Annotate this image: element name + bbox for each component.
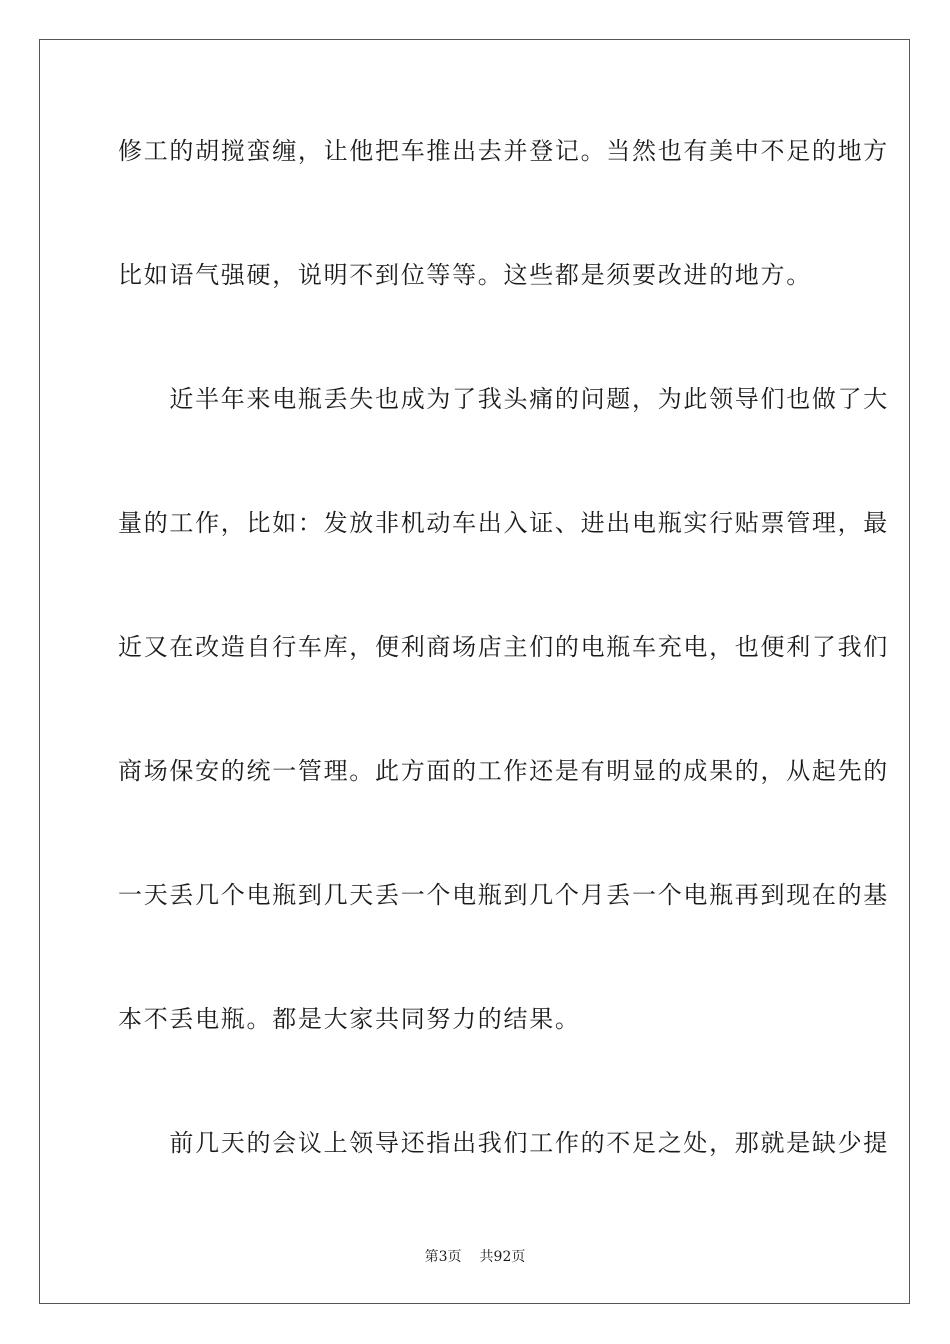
page-border [39, 39, 910, 1304]
text-line-1: 修工的胡搅蛮缠，让他把车推出去并登记。当然也有美中不足的地方 [118, 137, 889, 165]
text-line-3: 近半年来电瓶丢失也成为了我头痛的问题，为此领导们也做了大 [118, 385, 889, 413]
text-line-2: 比如语气强硬，说明不到位等等。这些都是须要改进的地方。 [118, 261, 812, 289]
page-number: 第3页 [424, 1249, 462, 1265]
page-footer [0, 1249, 950, 1265]
text-line-4: 量的工作，比如：发放非机动车出入证、进出电瓶实行贴票管理，最 [118, 509, 889, 537]
text-line-6: 商场保安的统一管理。此方面的工作还是有明显的成果的，从起先的 [118, 757, 889, 785]
text-line-8: 本不丢电瓶。都是大家共同努力的结果。 [118, 1005, 581, 1033]
text-line-7: 一天丢几个电瓶到几天丢一个电瓶到几个月丢一个电瓶再到现在的基 [118, 881, 889, 909]
text-line-5: 近又在改造自行车库，便利商场店主们的电瓶车充电，也便利了我们 [118, 633, 889, 661]
page-total: 共92页 [479, 1249, 526, 1265]
text-line-9: 前几天的会议上领导还指出我们工作的不足之处，那就是缺少提 [118, 1129, 889, 1157]
